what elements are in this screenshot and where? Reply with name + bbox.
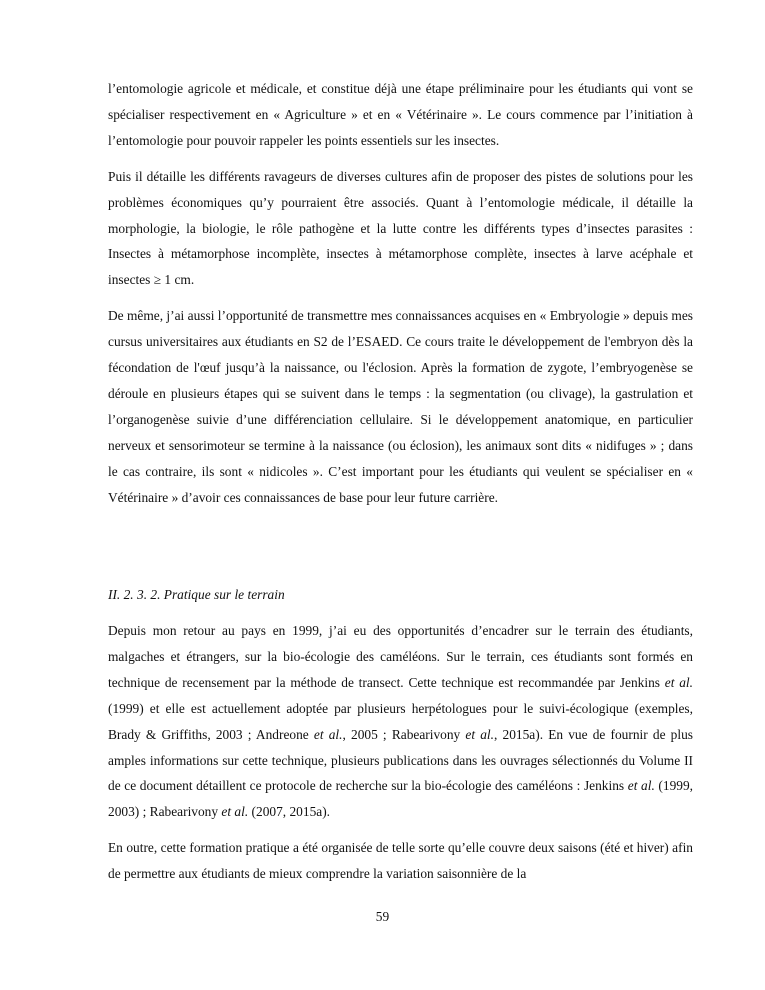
paragraph: [108, 164, 693, 294]
paragraph-text: (1999) et elle est actuellement adoptée par plusieurs herpétologues pour le suivi-écologique (exemples, Brady & Griffiths, 2003 ; Andreone: [108, 700, 693, 742]
paragraph: [108, 303, 693, 510]
body-text-top: [108, 76, 693, 521]
paragraph-text: l’entomologie agricole et médicale, et constitue déjà une étape préliminaire pour les étudiants qui vont se spécialiser respectivement en « Agriculture » et en « Vétérinaire ». Le cours commence par l’initiation à l’entomologie pour pouvoir rappeler les points essentiels sur les insectes.: [108, 81, 693, 148]
paragraph-text: Depuis mon retour au pays en 1999, j’ai eu des opportunités d’encadrer sur le terrain des étudiants, malgaches et étrangers, sur la bio-écologie des caméléons. Sur le terrain, ces étudiants sont formés en technique de recensement par la méthode de transect. Cette technique est recommandée par Jenkins: [108, 623, 693, 690]
paragraph-text: , 2005 ; Rabearivony: [342, 726, 466, 742]
paragraph: [108, 618, 693, 825]
paragraph-text: , 2015a). En vue de fournir de plus amples informations sur cette technique, plusieurs publications dans les ouvrages sélectionnés du Volume II de ce document détaillent ce protocole de recherche sur la bio-écologie des caméléons : Jenkins: [108, 726, 693, 794]
paragraph-text: En outre, cette formation pratique a été organisée de telle sorte qu’elle couvre deux saisons (été et hiver) afin de permettre aux étudiants de mieux comprendre la variation saisonnière de la: [108, 840, 693, 882]
citation-italic: et al.: [221, 804, 249, 820]
paragraph-text: (2007, 2015a).: [248, 804, 331, 820]
citation-italic: et al.: [664, 674, 694, 690]
paragraph: [108, 835, 693, 887]
page-number: 59: [375, 909, 390, 924]
paragraph-text: De même, j’ai aussi l’opportunité de transmettre mes connaissances acquises en « Embryologie » depuis mes cursus universitaires aux étudiants en S2 de l’ESAED. Ce cours traite le développement de l'embryon dès la fécondation de l'œuf jusqu’à la naissance, ou l'éclosion. Après la formation de zygote, l’embryogenèse se déroule en plusieurs étapes qui se suivent dans le temps : la segmentation (ou clivage), la gastrulation et l’organogenèse suivie d’une différenciation cellulaire. Si le développement anatomique, en particulier nerveux et sensorimoteur se termine à la naissance (ou éclosion), les animaux sont dits « nidifuges » ; dans le cas contraire, ils sont « nidicoles ». C’est important pour les étudiants qui veulent se spécialiser en « Vétérinaire » d’avoir ces connaissances de base pour leur future carrière.: [108, 308, 693, 505]
paragraph-text: (1999, 2003) ; Rabearivony: [108, 778, 694, 820]
citation-italic: et al.: [465, 726, 494, 742]
section-heading: II. 2. 3. 2. Pratique sur le terrain: [108, 587, 285, 602]
paragraph: [108, 76, 693, 154]
body-text-bottom: [108, 618, 693, 897]
paragraph-text: Puis il détaille les différents ravageurs de diverses cultures afin de proposer des pistes de solutions pour les problèmes économiques qu’y pourraient être associés. Quant à l’entomologie médicale, il détaille la morphologie, la biologie, le rôle pathogène et la lutte contre les différents types d’insectes parasites : Insectes à métamorphose incomplète, insectes à métamorphose complète, insectes à larve acéphale et insectes ≥ 1 cm.: [108, 168, 693, 288]
citation-italic: et al.: [313, 726, 343, 742]
citation-italic: et al.: [627, 778, 655, 794]
